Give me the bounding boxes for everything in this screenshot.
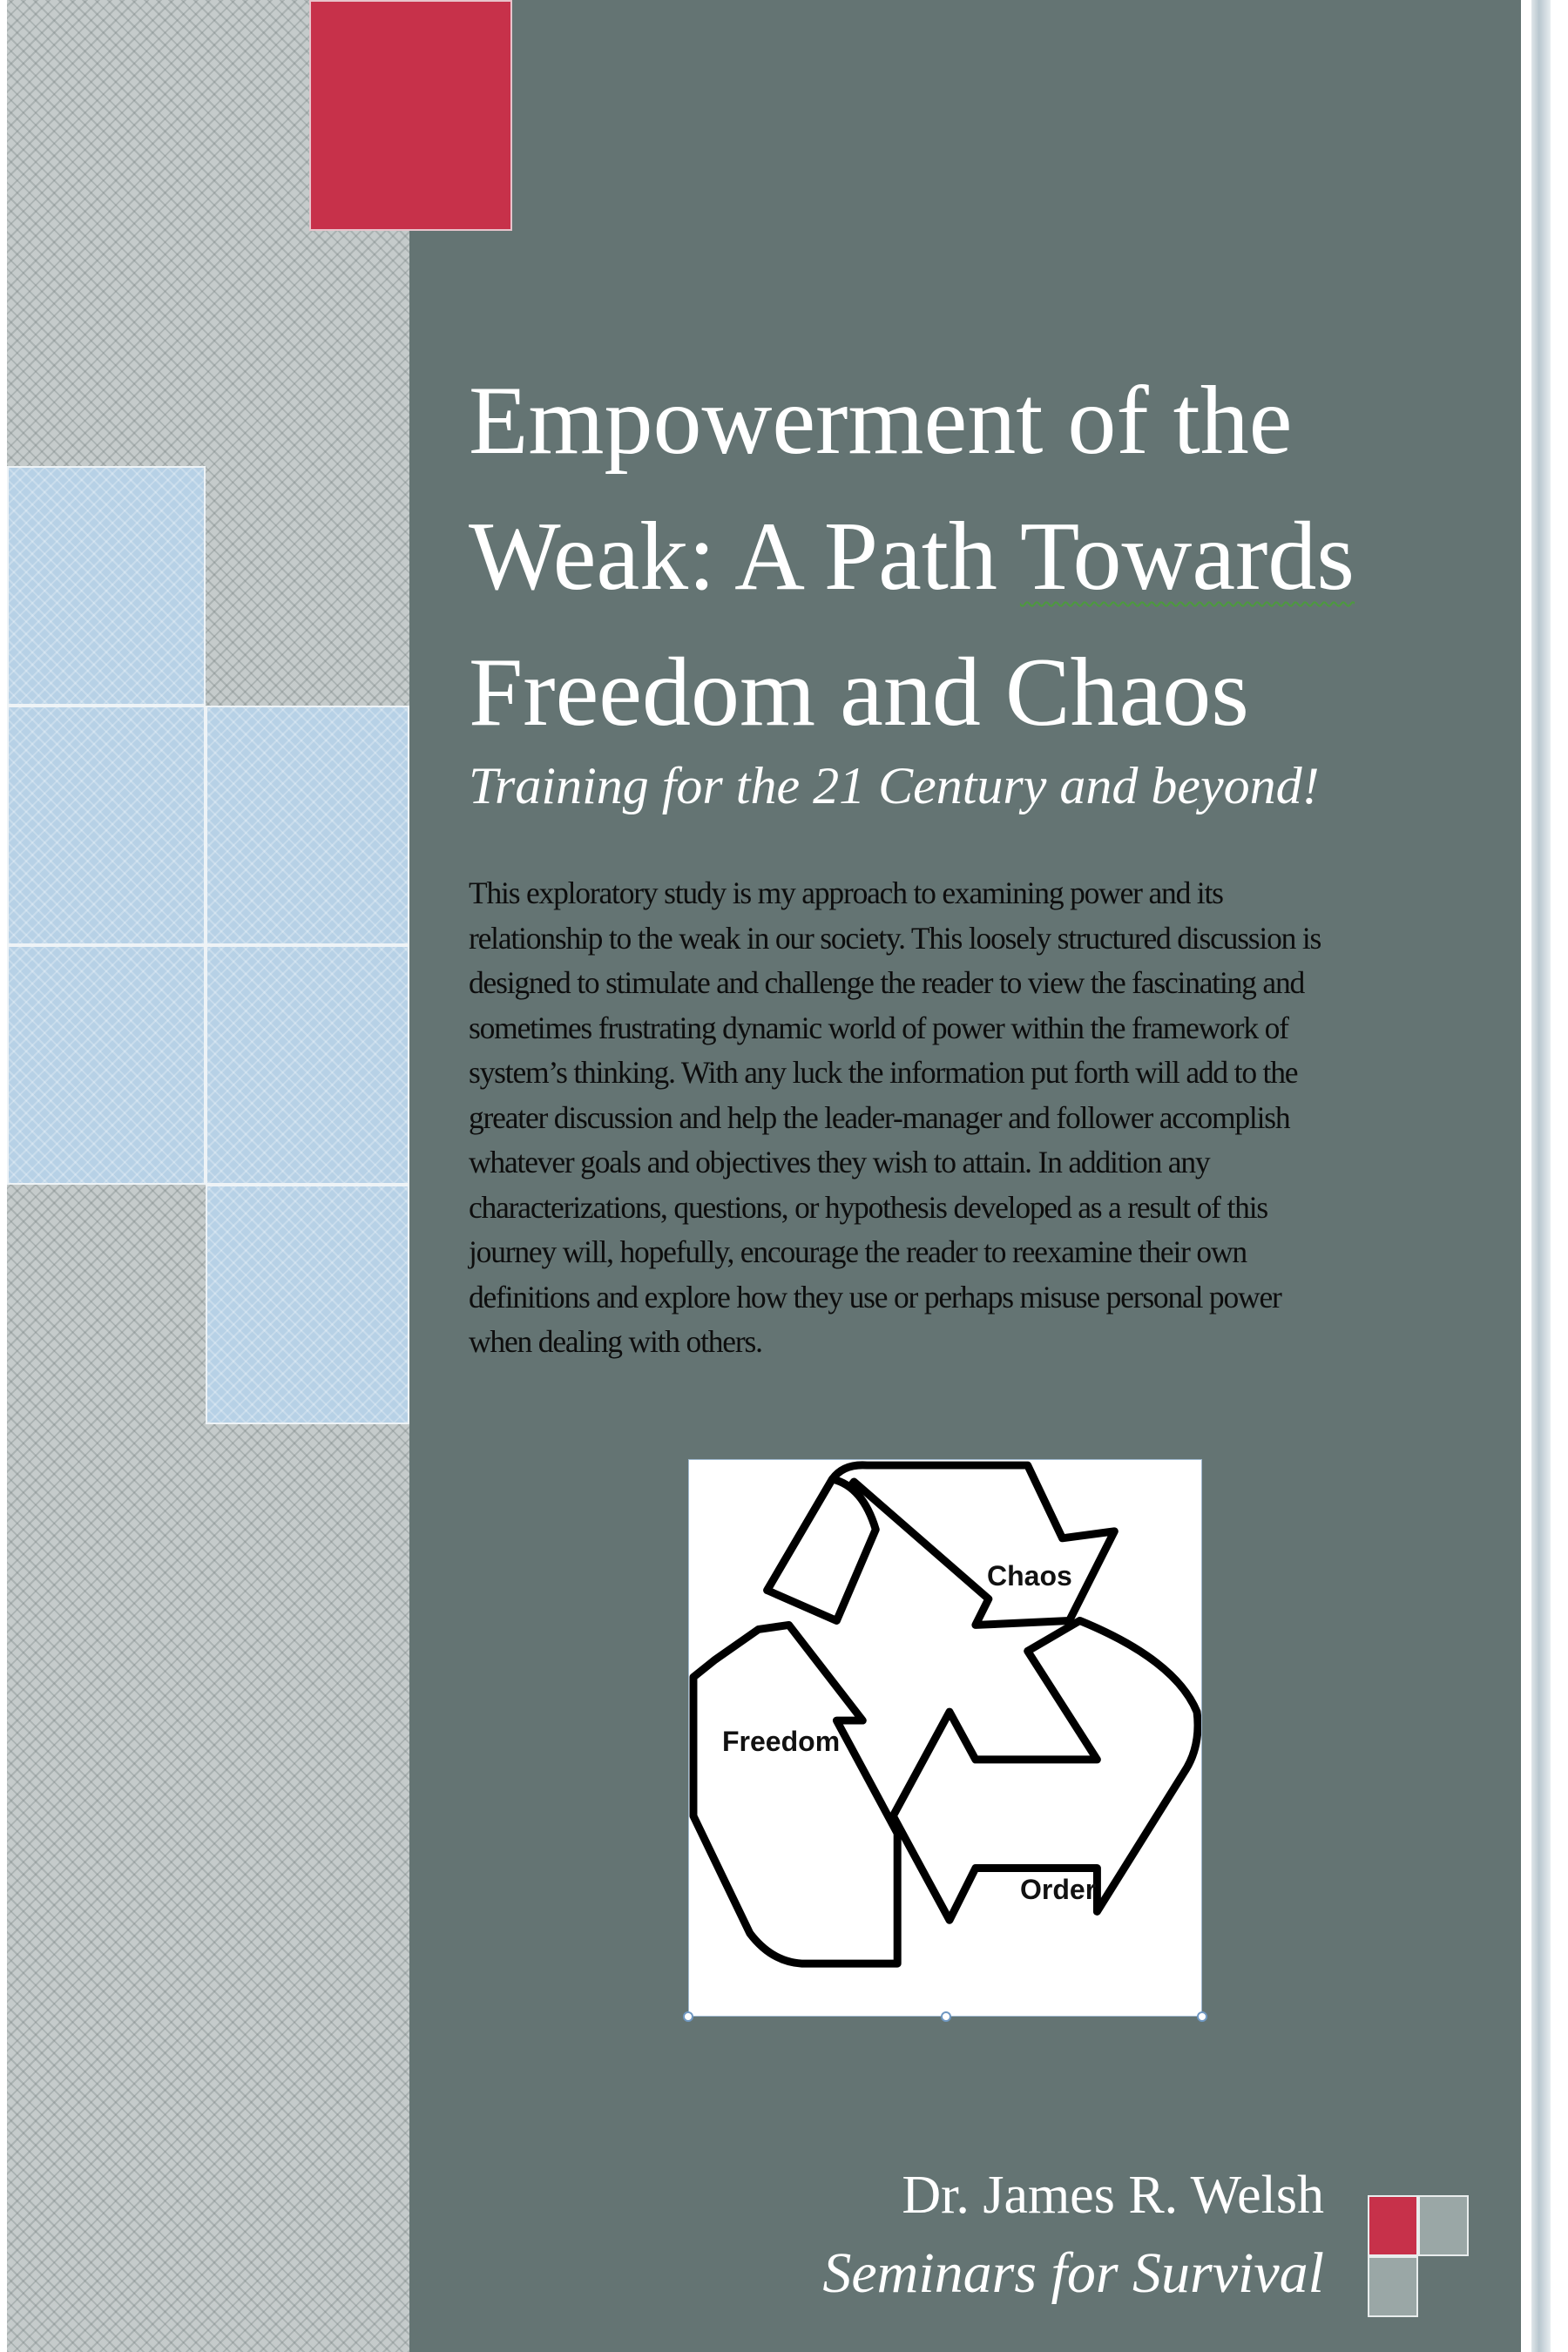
cover-subtitle: Training for the 21 Century and beyond!: [469, 757, 1320, 814]
selection-handle: [683, 2011, 693, 2022]
logo-square-grey: [1418, 2195, 1469, 2256]
description-line: definitions and explore how they use or perhaps misuse personal power: [469, 1279, 1281, 1315]
blue-tile: [206, 1185, 409, 1424]
diagram-label-freedom: Freedom: [722, 1726, 841, 1757]
freedom-arrow: [693, 1625, 897, 1963]
description-line: relationship to the weak in our society. This loosely structured discussion is: [469, 920, 1321, 956]
squares-logo: [1368, 2195, 1472, 2321]
blue-tile: [206, 706, 409, 945]
description-line: characterizations, questions, or hypothesis developed as a result of this: [469, 1189, 1267, 1225]
logo-square-red: [1368, 2195, 1418, 2256]
description-line: sometimes frustrating dynamic world of power within the framework of: [469, 1010, 1288, 1045]
organization-name: Seminars for Survival: [822, 2241, 1324, 2305]
description-line: when dealing with others.: [469, 1324, 762, 1359]
author-name: Dr. James R. Welsh: [902, 2166, 1324, 2225]
diagram-label-order: Order: [1020, 1874, 1097, 1905]
description-paragraph: [469, 871, 1449, 1365]
patterned-side-strip: [7, 0, 409, 2352]
logo-square-grey: [1368, 2256, 1418, 2317]
blue-tile: [7, 945, 206, 1185]
blue-tile: [206, 945, 409, 1185]
title-line-1: Empowerment of the: [469, 367, 1293, 475]
chaos-arrow-inner: [767, 1479, 876, 1620]
blue-tile: [7, 466, 206, 706]
cover-title: [469, 353, 1470, 760]
title-line-2-spellcheck-word: Towards: [1019, 503, 1355, 611]
description-line: journey will, hopefully, encourage the reader to reexamine their own: [469, 1234, 1247, 1269]
diagram-label-chaos: Chaos: [987, 1560, 1072, 1592]
title-line-2: Weak: A Path: [469, 503, 1020, 611]
description-line: designed to stimulate and challenge the reader to view the fascinating and: [469, 965, 1305, 1000]
title-line-3: Freedom and Chaos: [469, 639, 1249, 747]
description-line: greater discussion and help the leader-manager and follower accomplish: [469, 1099, 1290, 1135]
selection-handle: [941, 2011, 951, 2022]
right-edge-stripe: [1531, 0, 1551, 2352]
red-accent-block: [309, 0, 512, 231]
description-line: system’s thinking. With any luck the information put forth will add to the: [469, 1055, 1298, 1090]
selection-handle: [1197, 2011, 1207, 2022]
blue-tile: [7, 706, 206, 945]
cycle-diagram: [688, 1459, 1202, 2017]
description-line: This exploratory study is my approach to examining power and its: [469, 875, 1223, 910]
description-line: whatever goals and objectives they wish to attain. In addition any: [469, 1145, 1210, 1179]
